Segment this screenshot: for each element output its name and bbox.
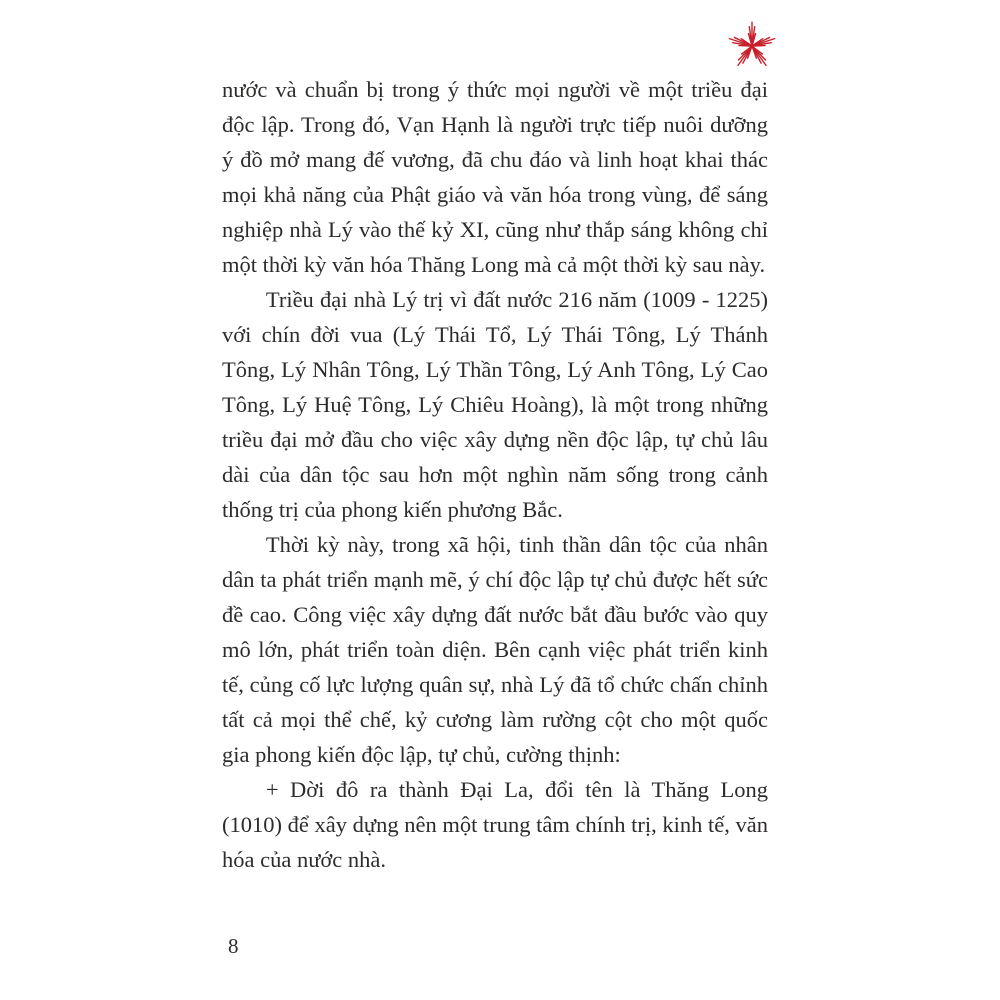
paragraph: + Dời đô ra thành Đại La, đổi tên là Thăng Long (1010) để xây dựng nên một trung tâm chính trị, kinh tế, văn hóa của nước nhà. <box>222 777 768 872</box>
paragraph: Triều đại nhà Lý trị vì đất nước 216 năm (1009 - 1225) với chín đời vua (Lý Thái Tổ, Lý Thái Tông, Lý Thánh Tông, Lý Nhân Tông, Lý Thần Tông, Lý Anh Tông, Lý Cao Tông, Lý Huệ Tông, Lý Chiêu Hoàng), là một trong những triều đại mở đầu cho việc xây dựng nền độc lập, tự chủ lâu dài của dân tộc sau hơn một nghìn năm sống trong cảnh thống trị của phong kiến phương Bắc. <box>222 287 768 522</box>
publisher-star-emblem-icon <box>726 20 778 72</box>
paragraph: nước và chuẩn bị trong ý thức mọi người về một triều đại độc lập. Trong đó, Vạn Hạnh là người trực tiếp nuôi dưỡng ý đồ mở mang đế vương, đã chu đáo và linh hoạt khai thác mọi khả năng của Phật giáo và văn hóa trong vùng, để sáng nghiệp nhà Lý vào thế kỷ XI, cũng như thắp sáng không chỉ một thời kỳ văn hóa Thăng Long mà cả một thời kỳ sau này. <box>222 77 768 277</box>
page-number: 8 <box>228 934 239 958</box>
body-text <box>222 72 768 877</box>
paragraph: Thời kỳ này, trong xã hội, tinh thần dân tộc của nhân dân ta phát triển mạnh mẽ, ý chí độc lập tự chủ được hết sức đề cao. Công việc xây dựng đất nước bắt đầu bước vào quy mô lớn, phát triển toàn diện. Bên cạnh việc phát triển kinh tế, củng cố lực lượng quân sự, nhà Lý đã tổ chức chấn chỉnh tất cả mọi thể chế, kỷ cương làm rường cột cho một quốc gia phong kiến độc lập, tự chủ, cường thịnh: <box>222 532 768 767</box>
